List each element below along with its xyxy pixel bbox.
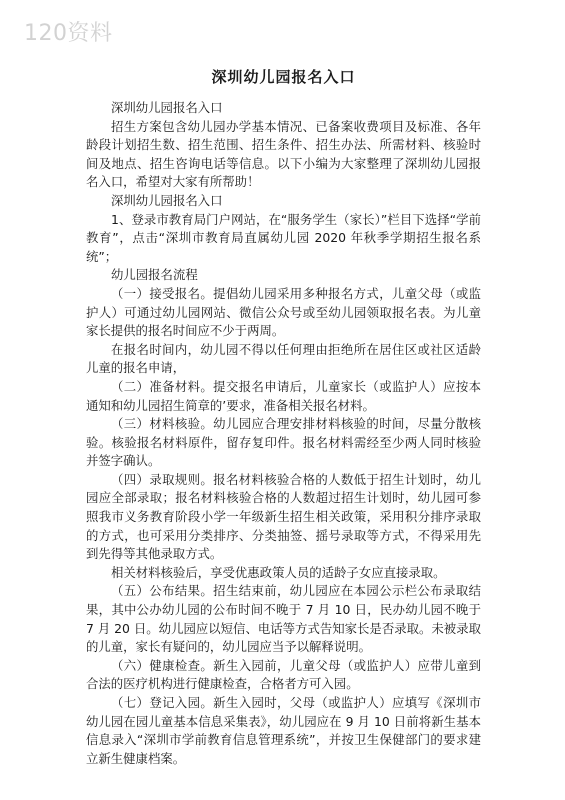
paragraph-admission-rules: （四）录取规则。报名材料核验合格的人数低于招生计划时，幼儿园应全部录取；报名材料核验合格的人数超过招生计划时，幼儿园可参照我市义务教育阶段小学一年级新生招生相关政策，采用积分排序录取的方式，也可采用分类排序、分类抽签、摇号录取等方式，不得采用先到先得等其他录取方式。 [86, 471, 481, 562]
paragraph-subtitle: 深圳幼儿园报名入口 [111, 100, 223, 115]
paragraph-section-heading: 深圳幼儿园报名入口 [111, 192, 223, 208]
paragraph-materials: （二）准备材料。提交报名申请后，儿童家长（或监护人）应按本通知和幼儿园招生简章的’要求，准备相关报名材料。 [86, 378, 481, 413]
document-page [86, 66, 481, 768]
paragraph-results: （五）公布结果。招生结束前，幼儿园应在本园公示栏公布录取结果，其中公办幼儿园的公布时间不晚于 7 月 10 日，民办幼儿园不晚于 7 月 20 日。幼儿园应以短信、电话等方式告知家长是否录取。未被录取的儿童，家长有疑问的，幼儿园应当予以解释说明。 [86, 583, 481, 655]
paragraph-registration-note: 在报名时间内，幼儿园不得以任何理由拒绝所在居住区或社区适龄儿童的报名申请， [86, 341, 481, 376]
paragraph-process-heading: 幼儿园报名流程 [111, 267, 198, 283]
paragraph-registration: （一）接受报名。提倡幼儿园采用多种报名方式，儿童父母（或监护人）可通过幼儿园网站、微信公众号或至幼儿园领取报名表。为儿童家长提供的报名时间应不少于两周。 [86, 285, 481, 339]
paragraph-step-1: 1、登录市教育局门户网站，在“服务学生（家长）”栏目下选择“学前教育”，点击“深圳市教育局直属幼儿园 2020 年秋季学期招生报名系统”； [86, 211, 481, 264]
paragraph-health-check: （六）健康检查。新生入园前，儿童父母（或监护人）应带儿童到合法的医疗机构进行健康检查，合格者方可入园。 [86, 657, 481, 692]
paragraph-verification: （三）材料核验。幼儿园应合理安排材料核验的时间，尽量分散核验。核验报名材料原件，留存复印件。报名材料需经至少两人同时核验并签字确认。 [86, 416, 481, 469]
watermark-logo: 120资料 [24, 21, 113, 46]
paragraph-enrollment: （七）登记入园。新生入园时，父母（或监护人）应填写《深圳市幼儿园在园儿童基本信息采集表》，幼儿园应在 9 月 10 日前将新生基本信息录入“深圳市学前教育信息管理系统”，并按卫生保健部门的要求建立新生健康档案。 [86, 695, 481, 766]
paragraph-intro: 招生方案包含幼儿园办学基本情况、已备案收费项目及标准、各年龄段计划招生数、招生范围、招生条件、招生办法、所需材料、核验时间及地点、招生咨询电话等信息。以下小编为大家整理了深圳幼儿园报名入口，希望对大家有所帮助！ [86, 118, 481, 190]
document-title: 深圳幼儿园报名入口 [211, 68, 356, 86]
paragraph-admission-note: 相关材料核验后，享受优惠政策人员的适龄子女应直接录取。 [111, 564, 446, 580]
